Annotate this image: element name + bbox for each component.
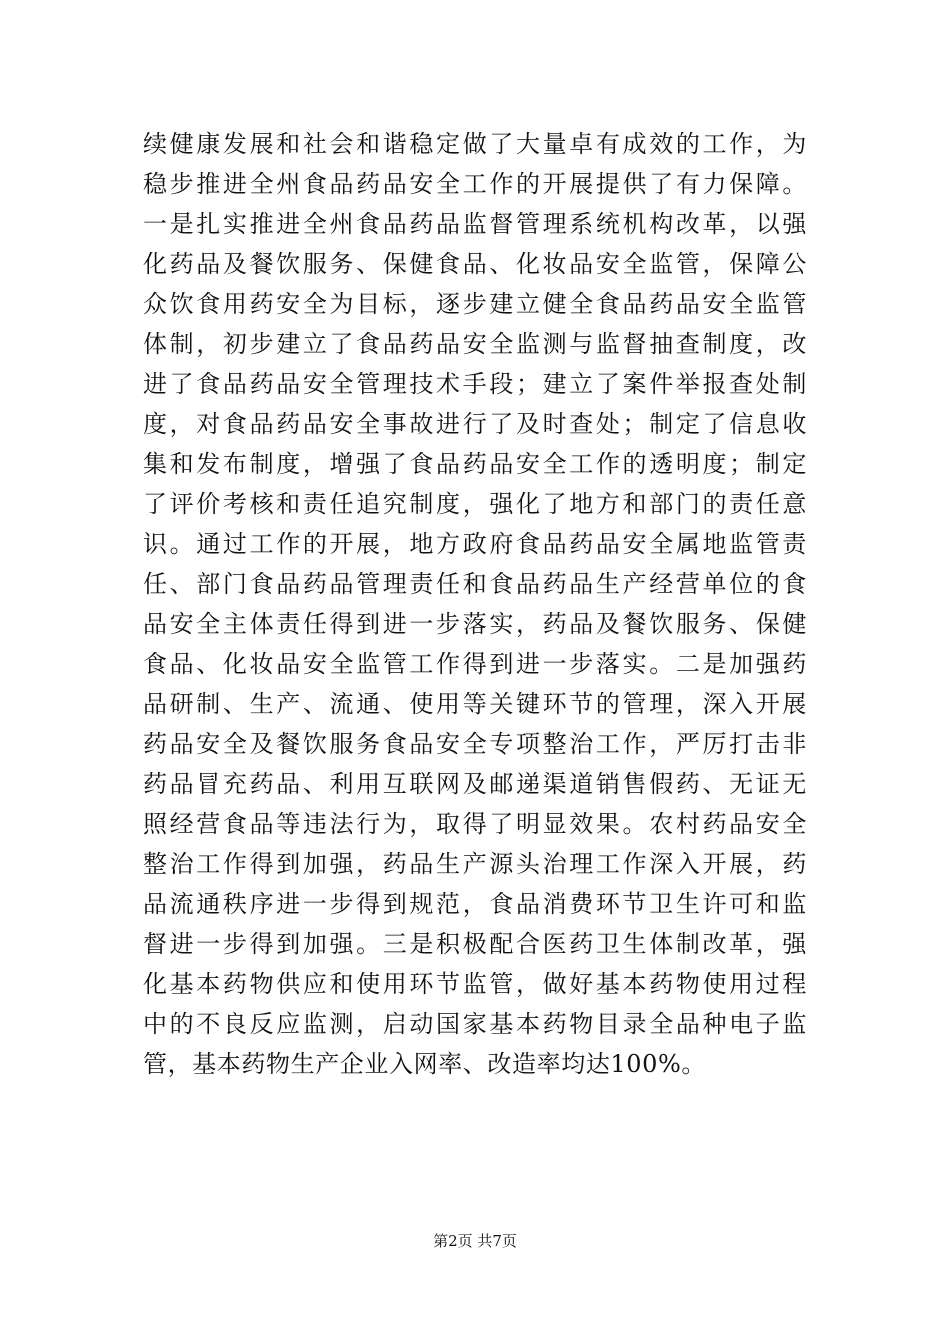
text-line: 药品冒充药品、利用互联网及邮递渠道销售假药、无证无 bbox=[143, 770, 807, 798]
body-paragraph bbox=[143, 124, 807, 1084]
text-line: 照经营食品等违法行为，取得了明显效果。农村药品安全 bbox=[143, 810, 807, 838]
text-line: 进了食品药品安全管理技术手段；建立了案件举报查处制 bbox=[143, 370, 807, 398]
text-line: 稳步推进全州食品药品安全工作的开展提供了有力保障。 bbox=[143, 170, 807, 198]
text-line: 众饮食用药安全为目标，逐步建立健全食品药品安全监管 bbox=[143, 290, 807, 318]
text-line: 一是扎实推进全州食品药品监督管理系统机构改革，以强 bbox=[143, 210, 807, 238]
text-line: 集和发布制度，增强了食品药品安全工作的透明度；制定 bbox=[143, 450, 807, 478]
text-line: 中的不良反应监测，启动国家基本药物目录全品种电子监 bbox=[143, 1010, 807, 1038]
text-line: 续健康发展和社会和谐稳定做了大量卓有成效的工作，为 bbox=[143, 130, 807, 158]
page-number: 第2页 共7页 bbox=[433, 1232, 517, 1250]
text-line: 化药品及餐饮服务、保健食品、化妆品安全监管，保障公 bbox=[143, 250, 807, 278]
text-line: 识。通过工作的开展，地方政府食品药品安全属地监管责 bbox=[143, 530, 807, 558]
text-line: 整治工作得到加强，药品生产源头治理工作深入开展，药 bbox=[143, 850, 807, 878]
text-line: 化基本药物供应和使用环节监管，做好基本药物使用过程 bbox=[143, 970, 807, 998]
text-line: 督进一步得到加强。三是积极配合医药卫生体制改革，强 bbox=[143, 930, 807, 958]
text-line: 品研制、生产、流通、使用等关键环节的管理，深入开展 bbox=[143, 690, 807, 718]
text-line: 任、部门食品药品管理责任和食品药品生产经营单位的食 bbox=[143, 570, 807, 598]
text-line: 品安全主体责任得到进一步落实，药品及餐饮服务、保健 bbox=[143, 610, 807, 638]
text-line: 食品、化妆品安全监管工作得到进一步落实。二是加强药 bbox=[143, 650, 807, 678]
text-line: 品流通秩序进一步得到规范，食品消费环节卫生许可和监 bbox=[143, 890, 807, 918]
text-line: 了评价考核和责任追究制度，强化了地方和部门的责任意 bbox=[143, 490, 807, 518]
text-line: 管，基本药物生产企业入网率、改造率均达100%。 bbox=[143, 1050, 707, 1078]
text-line: 度，对食品药品安全事故进行了及时查处；制定了信息收 bbox=[143, 410, 807, 438]
text-line: 药品安全及餐饮服务食品安全专项整治工作，严厉打击非 bbox=[143, 730, 807, 758]
text-line: 体制，初步建立了食品药品安全监测与监督抽查制度，改 bbox=[143, 330, 807, 358]
